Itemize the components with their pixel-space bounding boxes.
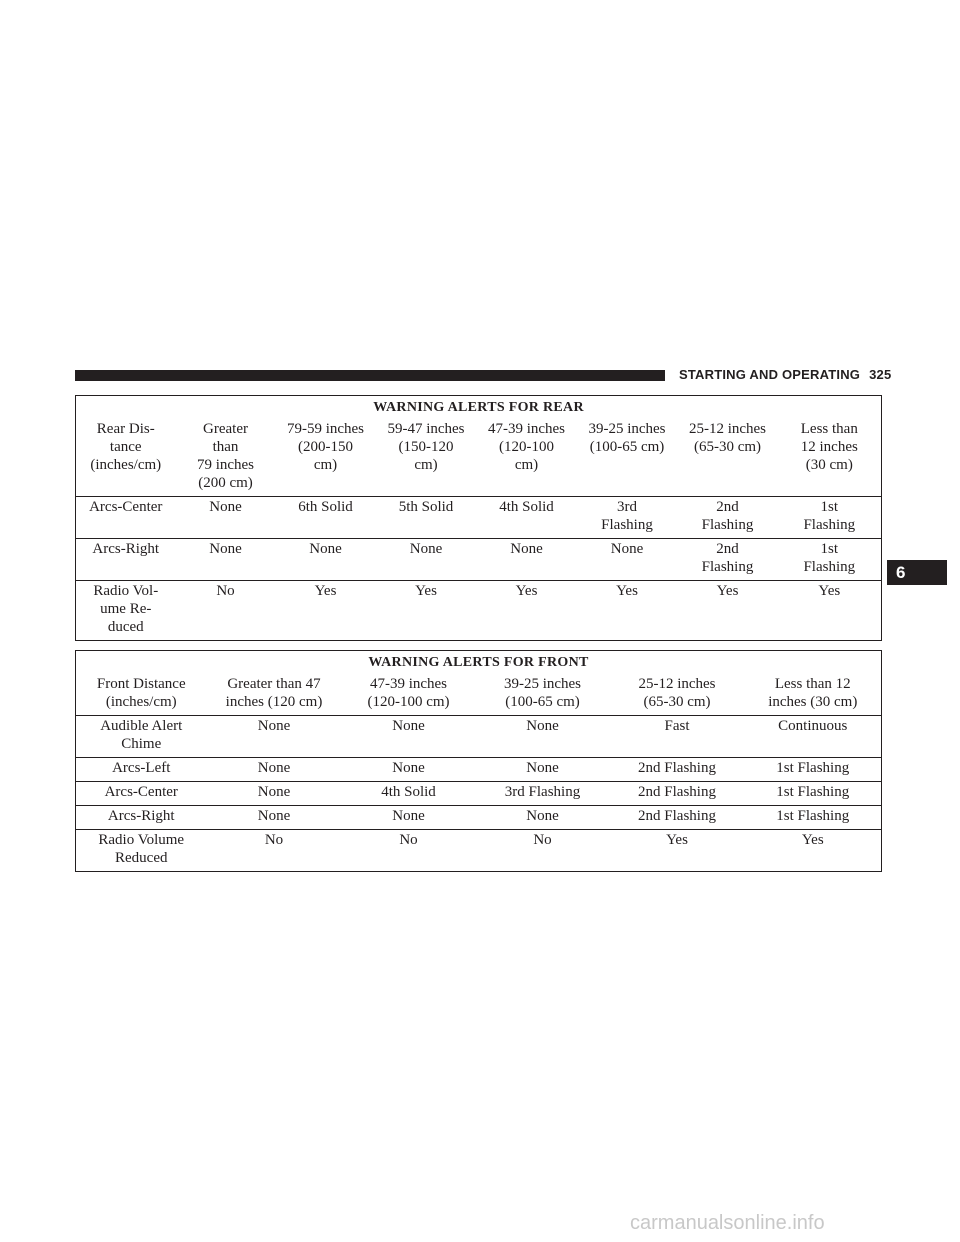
- table-cell: No: [476, 830, 610, 872]
- column-header: Greater than 47 inches (120 cm): [225, 676, 323, 710]
- column-header: 47-39 inches (120-100 cm): [367, 676, 450, 710]
- row-label: Audible Alert Chime: [76, 716, 207, 758]
- table-cell: 4th Solid: [477, 497, 577, 539]
- front-warning-table: [75, 650, 882, 872]
- table-cell: None: [176, 539, 276, 581]
- section-title: STARTING AND OPERATING: [679, 367, 861, 382]
- column-header: 79-59 inches (200-150 cm): [286, 421, 365, 473]
- table-cell: Yes: [778, 581, 882, 641]
- table-row: [76, 716, 882, 758]
- table-cell: None: [207, 782, 342, 806]
- table-cell: Yes: [678, 581, 778, 641]
- table-row: [76, 806, 882, 830]
- running-header: [679, 367, 891, 382]
- table-cell: Yes: [376, 581, 477, 641]
- column-header: 39-25 inches (100-65 cm): [503, 676, 582, 710]
- column-header: Less than 12 inches (30 cm): [745, 674, 882, 716]
- row-label: Arcs-Center: [76, 782, 207, 806]
- table-cell: 4th Solid: [342, 782, 476, 806]
- table-cell: None: [342, 806, 476, 830]
- table-cell: 3rd Flashing: [476, 782, 610, 806]
- front-table-title: WARNING ALERTS FOR FRONT: [76, 651, 882, 675]
- page-number: 325: [869, 367, 892, 382]
- table-cell: None: [176, 497, 276, 539]
- row-label: Radio Volume Reduced: [76, 830, 207, 872]
- rear-table-title: WARNING ALERTS FOR REAR: [76, 396, 882, 420]
- table-cell: 2nd Flashing: [678, 497, 778, 539]
- table-cell: None: [342, 758, 476, 782]
- table-cell: None: [476, 716, 610, 758]
- table-cell: 3rd Flashing: [577, 497, 678, 539]
- table-cell: None: [477, 539, 577, 581]
- table-cell: Yes: [610, 830, 745, 872]
- table-cell: Continuous: [745, 716, 882, 758]
- table-cell: 1st Flashing: [745, 806, 882, 830]
- column-header: Less than 12 inches (30 cm): [778, 419, 882, 497]
- row-label: Arcs-Right: [76, 539, 176, 581]
- row-label: Radio Vol- ume Re- duced: [76, 581, 176, 641]
- table-cell: None: [207, 806, 342, 830]
- column-header: 59-47 inches (150-120 cm): [387, 421, 465, 473]
- front-header-row: [76, 674, 882, 716]
- table-row: [76, 758, 882, 782]
- column-header: 47-39 inches (120-100 cm): [487, 421, 566, 473]
- column-header: 25-12 inches (65-30 cm): [688, 421, 767, 455]
- table-cell: No: [207, 830, 342, 872]
- table-cell: No: [342, 830, 476, 872]
- table-cell: None: [476, 806, 610, 830]
- rear-warning-table: [75, 395, 882, 641]
- chapter-tab: 6: [887, 560, 947, 585]
- table-cell: 2nd Flashing: [678, 539, 778, 581]
- table-cell: Yes: [276, 581, 376, 641]
- table-cell: 1st Flashing: [778, 497, 882, 539]
- table-cell: Yes: [577, 581, 678, 641]
- table-cell: 2nd Flashing: [610, 782, 745, 806]
- table-cell: None: [476, 758, 610, 782]
- row-label: Arcs-Right: [76, 806, 207, 830]
- table-cell: 2nd Flashing: [610, 806, 745, 830]
- table-cell: Yes: [745, 830, 882, 872]
- table-cell: None: [207, 716, 342, 758]
- row-label: Arcs-Left: [76, 758, 207, 782]
- table-row: [76, 539, 882, 581]
- column-header: 39-25 inches (100-65 cm): [588, 421, 666, 455]
- table-cell: None: [276, 539, 376, 581]
- column-header: Rear Dis- tance (inches/cm): [76, 419, 176, 497]
- table-row: [76, 497, 882, 539]
- watermark: carmanualsonline.info: [630, 1212, 825, 1234]
- table-cell: 1st Flashing: [745, 782, 882, 806]
- table-row: [76, 581, 882, 641]
- column-header: Front Distance (inches/cm): [76, 674, 207, 716]
- header-rule: [75, 370, 665, 381]
- table-row: [76, 782, 882, 806]
- table-cell: Yes: [477, 581, 577, 641]
- table-cell: 1st Flashing: [745, 758, 882, 782]
- rear-header-row: [76, 419, 882, 497]
- table-cell: Fast: [610, 716, 745, 758]
- column-header: 25-12 inches (65-30 cm): [638, 676, 716, 710]
- table-cell: None: [376, 539, 477, 581]
- row-label: Arcs-Center: [76, 497, 176, 539]
- table-cell: 1st Flashing: [778, 539, 882, 581]
- table-cell: No: [176, 581, 276, 641]
- table-cell: None: [577, 539, 678, 581]
- table-cell: 5th Solid: [376, 497, 477, 539]
- table-cell: 6th Solid: [276, 497, 376, 539]
- table-cell: None: [342, 716, 476, 758]
- table-row: [76, 830, 882, 872]
- table-cell: 2nd Flashing: [610, 758, 745, 782]
- column-header: Greater than 79 inches (200 cm): [196, 421, 255, 491]
- table-cell: None: [207, 758, 342, 782]
